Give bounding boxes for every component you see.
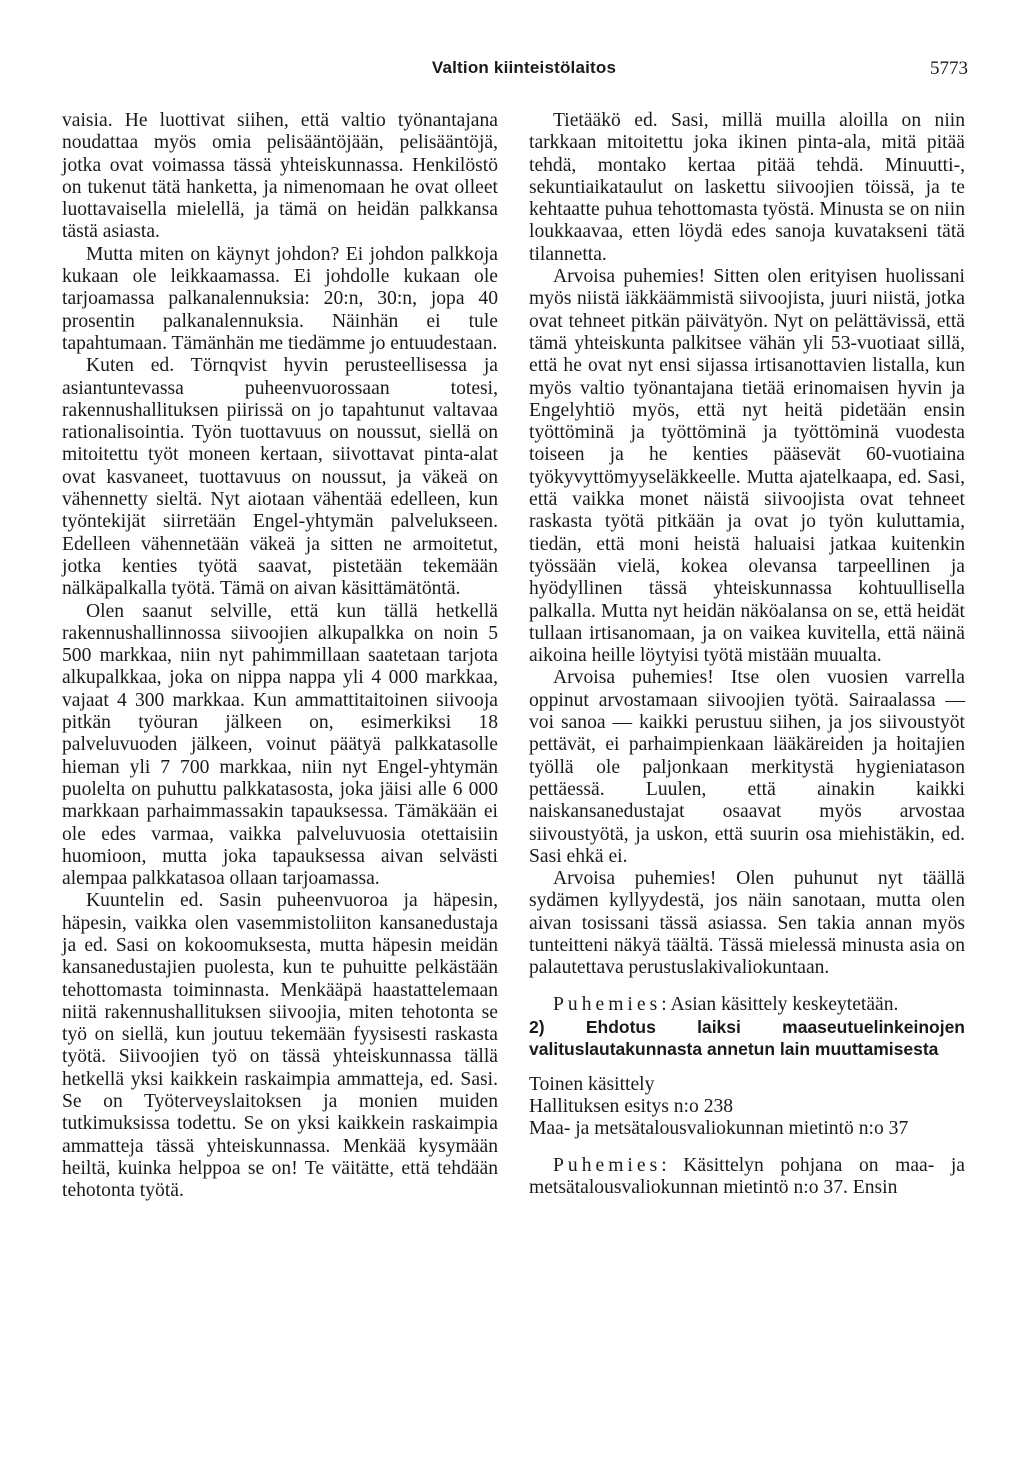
speaker-paragraph bbox=[529, 1155, 965, 1200]
left-column bbox=[62, 110, 498, 1203]
paragraph: Mutta miten on käynyt johdon? Ei johdon palkkoja kukaan ole leikkaamassa. Ei johdolle kukaan ole tarjoamassa palkanalennuksia: 20:n, 30:n, jopa 40 prosentin palkanalennuksia. Näinhän ei tule tapahtumaan. Tämänhän me tiedämme jo entuudestaan. bbox=[62, 243, 498, 354]
detail-line: Hallituksen esitys n:o 238 bbox=[529, 1096, 734, 1118]
paragraph: Arvoisa puhemies! Sitten olen erityisen huolissani myös niistä iäkkäämmistä siivoojista, juuri niistä, jotka ovat tehneet pitkän päivätyön. Nyt on pelättävissä, että tämä yhteiskunta palkitsee vähän yli 53-vuotiaat sillä, että he ovat nyt ensi sijassa irtisanottavien listalla, kun myös valtio työnantajana tietää erinomaisen hyvin ja Engelyhtiö myös, että nyt heitä pidetään ensin työttöminä ja työttöminä ja työttöminä vuodesta toiseen ja he kenties pääsevät 60-vuotiaina työkyvyttömyyseläkkeelle. Mutta ajatelkaapa, ed. Sasi, että vaikka monet näistä siivoojista ovat tehneet raskasta työtä pitkään ja ovat jo työn kuluttamia, tiedän, että moni heistä haluaisi jatkaa kuitenkin työssään vielä, kokea olevansa tarpeellinen ja hyödyllinen tässä yhteiskunnassa kohtuullisella palkalla. Mutta nyt heidän näköalansa on se, että heidät tullaan irtisanomaan, ja on vaikea kuvitella, että näinä aikoina heille löytyisi työtä mistään muualta. bbox=[529, 266, 965, 667]
speaker-paragraph bbox=[529, 994, 965, 1016]
detail-line: Toinen käsittely bbox=[529, 1073, 655, 1095]
detail-line: Maa- ja metsätalousvaliokunnan mietintö n:o 37 bbox=[529, 1118, 909, 1140]
speaker-name: Puhemies bbox=[553, 1154, 662, 1176]
paragraph: Kuuntelin ed. Sasin puheenvuoroa ja häpesin, häpesin, vaikka olen vasemmistoliiton kansanedustaja ja ed. Sasi on kokoomuksesta, mutta häpesin meidän kansanedustajien puolesta, kun te puhuitte pelkästään tehottomasta toiminnasta. Menkääpä haastattelemaan niitä rakennushallituksen siivoojia, miten tehotonta se työ on siellä, kun joutuu tekemään fyysisesti raskasta työtä. Siivoojien työ on tässä yhteiskunnassa tällä hetkellä yksi kaikkein raskaimpia ammatteja, ed. Sasi. Se on Työterveyslaitoksen ja monien muiden tutkimuksissa todettu. Se on yksi kaikkein raskaimpia ammatteja tässä yhteiskunnassa. Menkää kysymään heiltä, kuinka helppoa se on! Te väitätte, että tehdään tehotonta työtä. bbox=[62, 890, 498, 1202]
paragraph: vaisia. He luottivat siihen, että valtio työnantajana noudattaa myös omia pelisääntöjään, pelisääntöjä, jotka ovat voimassa tässä yhteiskunnassa. Henkilöstö on tukenut tätä hanketta, ja nimenomaan he ovat olleet luottavaisella mielellä, ja tämä on heidän palkkansa tästä asiasta. bbox=[62, 110, 498, 243]
page-number: 5773 bbox=[930, 58, 968, 79]
paragraph: Arvoisa puhemies! Itse olen vuosien varrella oppinut arvostamaan siivoojien työtä. Sairaalassa — voi sanoa — kaikki perustuu siihen, ja jos siivoustyöt pettävät, ei parhaimpienkaan lääkäreiden ja hoitajien työllä ole paljonkaan merkitystä hygieniatason pettäessä. Luulen, että ainakin kaikki naiskansanedustajat osaavat myös arvostaa siivoustyötä, ja uskon, että suurin osa miehistäkin, ed. Sasi ehkä ei. bbox=[529, 667, 965, 867]
speaker-name: Puhemies bbox=[553, 993, 662, 1015]
agenda-item-details bbox=[529, 1074, 965, 1141]
agenda-item-heading: 2) Ehdotus laiksi maaseutuelinkeinojen valituslautakunnasta annetun lain muuttamisesta bbox=[529, 1016, 965, 1059]
speaker-text: : Käsittelyn pohjana on maa- ja metsätalousvaliokunnan mietintö n:o 37. Ensin bbox=[529, 1154, 965, 1199]
running-header-title: Valtion kiinteistölaitos bbox=[431, 58, 617, 77]
paragraph: Olen saanut selville, että kun tällä hetkellä rakennushallinnossa siivoojien alkupalkka on noin 5 500 markkaa, niin nyt pahimmillaan saatetaan tarjota alkupalkkaa, joka on nippa nappa yli 4 000 markkaa, vajaat 4 300 markkaa. Kun ammattitaitoinen siivooja pitkän työuran jälkeen on, esimerkiksi 18 palveluvuoden jälkeen, voinut päätyä palkkatasolle hieman yli 7 700 markkaa, niin nyt Engel-yhtymän puolelta on puhuttu palkkatasosta, joka jäisi alle 6 000 markkaan parhaimmassakin tapauksessa. Tämäkään ei ole edes varmaa, vaikka palveluvuosia otettaisiin huomioon, mutta joka tapauksessa aivan selvästi alempaa palkkatasoa ollaan tarjoamassa. bbox=[62, 600, 498, 890]
speaker-text: : Asian käsittely keskeytetään. bbox=[661, 993, 899, 1015]
right-column bbox=[529, 110, 965, 1199]
paragraph: Tietääkö ed. Sasi, millä muilla aloilla on niin tarkkaan mitoitettu joka ikinen pinta-ala, mitä pitää tehdä, montako kertaa pitää tehdä. Minuutti-, sekuntiaikataulut on laskettu siivoojien töissä, ja te kehtaatte puhua tehottomasta työstä. Minusta se on niin loukkaavaa, etten löydä edes sanoja kuvatakseni tätä tilannetta. bbox=[529, 110, 965, 265]
paragraph: Kuten ed. Törnqvist hyvin perusteellisessa ja asiantuntevassa puheenvuorossaan totesi, rakennushallituksen piirissä on jo tapahtunut valtavaa rationalisointia. Työn tuottavuus on noussut, siellä on mitoitettu työt moneen kertaan, siivottavat pinta-alat ovat kasvaneet, tuottavuus on noussut, ja väkeä on vähennetty sieltä. Nyt aiotaan vähentää edelleen, kun työntekijät siirretään Engel-yhtymän palvelukseen. Edelleen vähennetään väkeä ja sitten ne armoitetut, jotka kenties työtä saavat, pistetään tekemään nälkäpalkalla työtä. Tämä on aivan käsittämätöntä. bbox=[62, 355, 498, 600]
paragraph: Arvoisa puhemies! Olen puhunut nyt täällä sydämen kyllyydestä, jos näin sanotaan, mutta olen aivan tosissani tässä asiassa. Sen takia annan myös tunteitteni näkyä täältä. Tässä mielessä minusta asia on palautettava perustuslakivaliokuntaan. bbox=[529, 868, 965, 979]
